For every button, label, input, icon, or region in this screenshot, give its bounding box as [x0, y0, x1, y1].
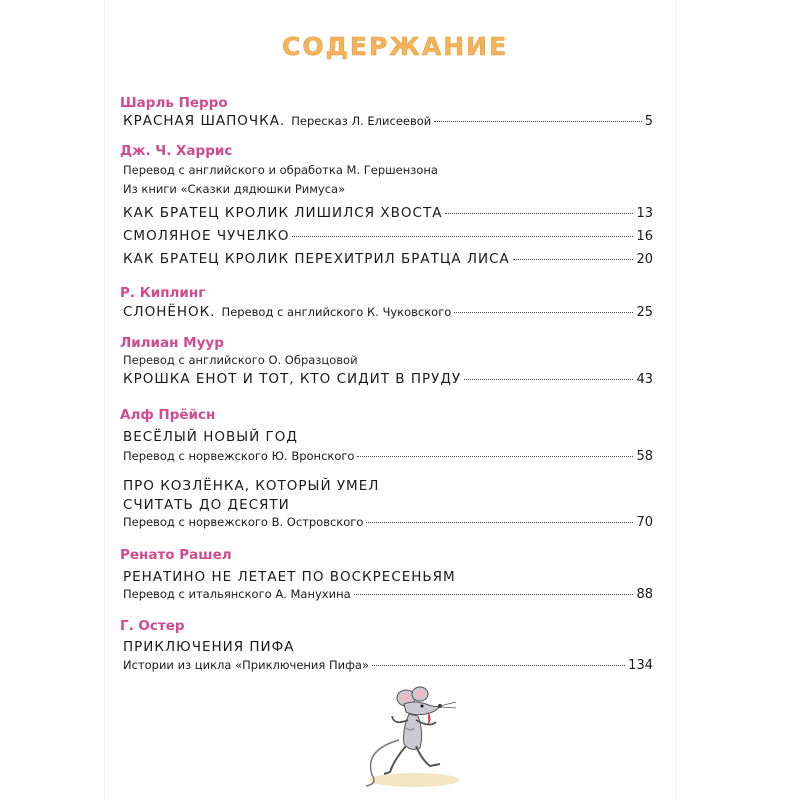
leader-dots	[434, 121, 641, 122]
entry-title[interactable]: ПРИКЛЮЧЕНИЯ ПИФА	[123, 639, 295, 655]
toc-entry-new-year[interactable]	[123, 449, 653, 464]
entry-title: СМОЛЯНОЕ ЧУЧЕЛКО	[123, 228, 290, 244]
entry-title: КРАСНАЯ ШАПОЧКА.	[123, 113, 286, 129]
entry-note: Перевод с английского К. Чуковского	[221, 305, 452, 319]
translator-note: Перевод с английского О. Образцовой	[123, 353, 358, 367]
translator-note: Перевод с английского и обработка М. Гершензона	[123, 163, 438, 177]
leader-dots	[464, 379, 633, 380]
leader-dots	[445, 213, 633, 214]
entry-note: Перевод с норвежского В. Островского	[123, 515, 364, 529]
entry-note: Истории из цикла «Приключения Пифа»	[123, 658, 370, 672]
leader-dots	[292, 236, 633, 237]
toc-entry-pif[interactable]	[123, 658, 653, 673]
page-number: 134	[628, 658, 653, 673]
toc-entry-renatino[interactable]	[123, 587, 653, 602]
entry-note: Перевод с норвежского Ю. Вронского	[123, 449, 355, 463]
page-number: 88	[636, 587, 653, 602]
author-oster: Г. Остер	[120, 618, 185, 634]
toc-entry-little-raccoon[interactable]	[123, 371, 653, 387]
leader-dots	[357, 456, 633, 457]
leader-dots	[354, 594, 634, 595]
source-note: Из книги «Сказки дядюшки Римуса»	[123, 182, 346, 196]
entry-title[interactable]: РЕНАТИНО НЕ ЛЕТАЕТ ПО ВОСКРЕСЕНЬЯМ	[123, 569, 456, 585]
entry-title: СЛОНЁНОК.	[123, 304, 216, 320]
toc-entry-rabbit-tail[interactable]	[123, 205, 653, 221]
dancing-mouse-illustration	[344, 680, 484, 790]
leader-dots	[454, 312, 633, 313]
toc-entry-red-riding-hood[interactable]	[123, 113, 653, 129]
entry-note: Перевод с итальянского А. Манухина	[123, 587, 351, 601]
entry-title-line2[interactable]: СЧИТАТЬ ДО ДЕСЯТИ	[123, 497, 290, 513]
page-number: 5	[644, 114, 653, 129]
page-number: 13	[636, 206, 653, 221]
entry-title: КАК БРАТЕЦ КРОЛИК ЛИШИЛСЯ ХВОСТА	[123, 205, 443, 221]
toc-entry-rabbit-outwits-fox[interactable]	[123, 251, 653, 267]
toc-entry-tar-baby[interactable]	[123, 228, 653, 244]
page-number: 25	[636, 305, 653, 320]
toc-entry-elephant-child[interactable]	[123, 304, 653, 320]
page-number: 58	[636, 449, 653, 464]
toc-entry-kid-counting[interactable]	[123, 515, 653, 530]
page-number: 70	[636, 515, 653, 530]
entry-note: Пересказ Л. Елисеевой	[291, 114, 432, 128]
page-number: 43	[636, 372, 653, 387]
author-perrault: Шарль Перро	[120, 95, 228, 111]
leader-dots	[513, 259, 634, 260]
author-proysen: Алф Прёйсн	[120, 407, 216, 423]
page-number: 20	[636, 252, 653, 267]
author-moore: Лилиан Муур	[120, 335, 224, 351]
author-rascel: Ренато Рашел	[120, 547, 232, 563]
entry-title: КАК БРАТЕЦ КРОЛИК ПЕРЕХИТРИЛ БРАТЦА ЛИСА	[123, 251, 510, 267]
page-title: СОДЕРЖАНИЕ	[282, 32, 509, 61]
leader-dots	[372, 665, 625, 666]
author-kipling: Р. Киплинг	[120, 285, 206, 301]
entry-title: КРОШКА ЕНОТ И ТОТ, КТО СИДИТ В ПРУДУ	[123, 371, 462, 387]
page-number: 16	[636, 229, 653, 244]
author-harris: Дж. Ч. Харрис	[120, 143, 233, 159]
entry-title[interactable]: ВЕСЁЛЫЙ НОВЫЙ ГОД	[123, 429, 298, 445]
entry-title-line1[interactable]: ПРО КОЗЛЁНКА, КОТОРЫЙ УМЕЛ	[123, 478, 380, 494]
leader-dots	[366, 522, 633, 523]
